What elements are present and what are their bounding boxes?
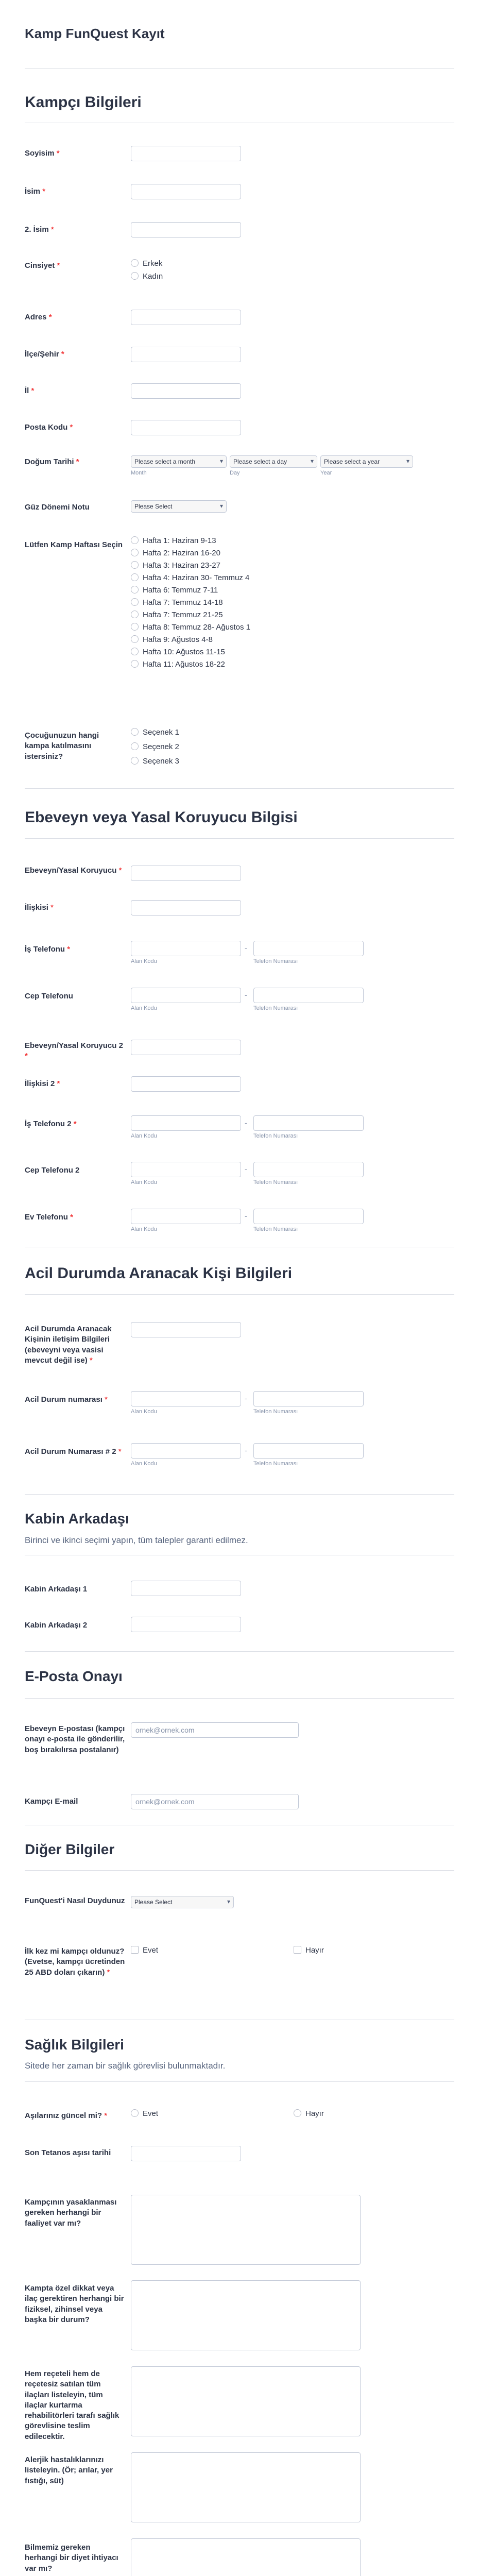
section-parent-title: Ebeveyn veya Yasal Koruyucu Bilgisi — [25, 809, 298, 826]
divider — [25, 788, 454, 789]
phone-dash: - — [245, 944, 247, 952]
cell-phone1-number-input[interactable] — [253, 988, 364, 1003]
province-input[interactable] — [131, 383, 241, 399]
emergency-phone2-area-input[interactable] — [131, 1443, 241, 1459]
divider — [25, 838, 454, 839]
name2-label: 2. İsim * — [25, 225, 54, 234]
radio-icon[interactable] — [131, 742, 139, 750]
divider — [25, 2081, 454, 2082]
buddy1-input[interactable] — [131, 1581, 241, 1596]
emergency-phone2-label: Acil Durum Numarası # 2 * — [25, 1447, 122, 1456]
surname-input[interactable] — [131, 146, 241, 161]
birth-month-select[interactable]: Please select a month ▾ — [131, 455, 227, 468]
week-option-label: Hafta 8: Temmuz 28- Ağustos 1 — [143, 623, 250, 632]
divider — [25, 68, 454, 69]
divider — [25, 1494, 454, 1495]
section-other-title: Diğer Bilgiler — [25, 1841, 115, 1857]
section-camper-title: Kampçı Bilgileri — [25, 94, 142, 111]
radio-icon[interactable] — [131, 598, 139, 606]
area-code-sublabel: Alan Kodu — [131, 1179, 157, 1185]
phone-dash: - — [245, 1446, 247, 1454]
buddy2-label: Kabin Arkadaşı 2 — [25, 1621, 88, 1630]
birth-year-select[interactable]: Please select a year ▾ — [320, 455, 413, 468]
week-option-label: Hafta 2: Haziran 16-20 — [143, 549, 220, 557]
area-code-sublabel: Alan Kodu — [131, 1409, 157, 1415]
birth-label: Doğum Tarihi * — [25, 457, 79, 466]
radio-icon[interactable] — [131, 2109, 139, 2117]
diet-textarea[interactable] — [131, 2538, 361, 2576]
emergency-phone-number-input[interactable] — [253, 1391, 364, 1406]
phone-number-sublabel: Telefon Numarası — [253, 1005, 298, 1011]
week-option[interactable] — [131, 598, 223, 608]
divider — [25, 1870, 454, 1871]
birth-month-sublabel: Month — [131, 470, 147, 476]
tetanus-input[interactable] — [131, 2146, 241, 2161]
week-option[interactable] — [131, 647, 225, 657]
gender-label: Cinsiyet * — [25, 261, 60, 270]
province-label: İl * — [25, 386, 35, 395]
radio-icon[interactable] — [131, 259, 139, 267]
name-label: İsim * — [25, 187, 46, 196]
phone-number-sublabel: Telefon Numarası — [253, 1461, 298, 1467]
work-phone2-area-input[interactable] — [131, 1115, 241, 1131]
parent1-label: Ebeveyn/Yasal Koruyucu * — [25, 866, 122, 875]
week-option[interactable] — [131, 573, 249, 583]
week-option[interactable] — [131, 536, 216, 546]
postal-input[interactable] — [131, 420, 241, 435]
medications-textarea[interactable] — [131, 2366, 361, 2436]
email-parent-input[interactable]: ornek@ornek.com — [131, 1722, 299, 1738]
gender-option-male[interactable]: Erkek — [131, 259, 162, 269]
radio-icon[interactable] — [131, 623, 139, 631]
radio-icon[interactable] — [131, 573, 139, 581]
emergency-phone-area-input[interactable] — [131, 1391, 241, 1406]
address-label: Adres * — [25, 313, 52, 321]
phone-dash: - — [245, 1118, 247, 1127]
cell-phone2-number-input[interactable] — [253, 1162, 364, 1177]
radio-icon[interactable] — [131, 611, 139, 618]
email-parent-label: Ebeveyn E-postası (kampçı onayı e-posta ile gönderilir, boş bırakılırsa postalanır) — [25, 1724, 125, 1754]
restrictions-textarea[interactable] — [131, 2195, 361, 2265]
session-note-select[interactable]: Please Select ▾ — [131, 500, 227, 513]
buddy1-label: Kabin Arkadaşı 1 — [25, 1585, 88, 1594]
relation2-input[interactable] — [131, 1076, 241, 1092]
home-phone-label: Ev Telefonu * — [25, 1213, 73, 1222]
section-buddy-subtitle: Birinci ve ikinci seçimi yapın, tüm talepler garanti edilmez. — [25, 1535, 248, 1545]
previous-camp-label: Çocuğunuzun hangi kampa katılmasını istersiniz? — [25, 731, 99, 761]
checkbox-icon[interactable] — [294, 1946, 301, 1954]
gender-option-female[interactable]: Kadın — [131, 272, 163, 282]
divider — [25, 1294, 454, 1295]
work-phone1-label: İş Telefonu * — [25, 945, 71, 954]
week-option-label: Hafta 1: Haziran 9-13 — [143, 536, 216, 545]
parent2-input[interactable] — [131, 1040, 241, 1055]
cell-phone1-label: Cep Telefonu — [25, 992, 73, 1001]
radio-icon[interactable] — [131, 635, 139, 643]
home-phone-number-input[interactable] — [253, 1209, 364, 1224]
phone-dash: - — [245, 1394, 247, 1402]
section-buddy-title: Kabin Arkadaşı — [25, 1511, 129, 1527]
radio-icon[interactable] — [131, 757, 139, 765]
week-option-label: Hafta 6: Temmuz 7-11 — [143, 586, 218, 595]
session-note-label: Güz Dönemi Notu — [25, 503, 90, 512]
work-phone2-label: İş Telefonu 2 * — [25, 1120, 77, 1128]
vaccinations-yes[interactable]: Evet — [131, 2109, 158, 2119]
area-code-sublabel: Alan Kodu — [131, 958, 157, 964]
checkbox-icon[interactable] — [131, 1946, 139, 1954]
week-option[interactable] — [131, 548, 220, 558]
form-title: Kamp FunQuest Kayıt — [25, 26, 165, 41]
work-phone2-number-input[interactable] — [253, 1115, 364, 1131]
emergency-name-input[interactable] — [131, 1322, 241, 1337]
section-emergency-title: Acil Durumda Aranacak Kişi Bilgileri — [25, 1265, 293, 1282]
phone-number-sublabel: Telefon Numarası — [253, 958, 298, 964]
phone-number-sublabel: Telefon Numarası — [253, 1179, 298, 1185]
area-code-sublabel: Alan Kodu — [131, 1461, 157, 1467]
camp-choice-1[interactable]: Seçenek 1 — [131, 727, 179, 738]
week-option[interactable] — [131, 622, 250, 633]
vaccinations-no[interactable]: Hayır — [294, 2109, 324, 2119]
divider — [25, 1698, 454, 1699]
medications-label: Hem reçeteli hem de reçetesiz satılan tüm ilaçları listeleyin, tüm ilaçlar kurtarma rehabilitörleri tarafı sağlık görevlisine teslim edilecektir. — [25, 2369, 119, 2441]
radio-icon[interactable] — [294, 2109, 301, 2117]
home-phone-area-input[interactable] — [131, 1209, 241, 1224]
relation1-label: İlişkisi * — [25, 903, 54, 912]
email-camper-input[interactable]: ornek@ornek.com — [131, 1794, 299, 1809]
phone-number-sublabel: Telefon Numarası — [253, 1226, 298, 1232]
first-time-no[interactable]: Hayır — [294, 1945, 324, 1956]
emergency-phone-label: Acil Durum numarası * — [25, 1395, 108, 1404]
section-health-subtitle: Sitede her zaman bir sağlık görevlisi bulunmaktadır. — [25, 2061, 226, 2071]
first-time-label: İlk kez mi kampçı oldunuz? (Evetse, kampçı ücretinden 25 ABD doları çıkarın) * — [25, 1947, 125, 1977]
address-input[interactable] — [131, 310, 241, 325]
phone-dash: - — [245, 1212, 247, 1220]
camp-choice-3[interactable]: Seçenek 3 — [131, 756, 179, 767]
divider — [25, 1651, 454, 1652]
week-option-label: Hafta 11: Ağustos 18-22 — [143, 660, 225, 669]
birth-day-sublabel: Day — [230, 470, 240, 476]
week-option-label: Hafta 4: Haziran 30- Temmuz 4 — [143, 573, 250, 582]
phone-number-sublabel: Telefon Numarası — [253, 1133, 298, 1139]
name-input[interactable] — [131, 184, 241, 199]
work-phone1-number-input[interactable] — [253, 941, 364, 956]
week-option[interactable] — [131, 561, 220, 571]
week-option-label: Hafta 7: Temmuz 14-18 — [143, 598, 223, 607]
section-email-title: E-Posta Onayı — [25, 1668, 123, 1684]
radio-icon[interactable] — [131, 536, 139, 544]
special-textarea[interactable] — [131, 2280, 361, 2350]
allergies-textarea[interactable] — [131, 2452, 361, 2522]
name2-input[interactable] — [131, 222, 241, 238]
buddy2-input[interactable] — [131, 1617, 241, 1632]
week-option[interactable] — [131, 610, 223, 620]
allergies-label: Alerjik hastalıklarınızı listeleyin. (Ör; arılar, yer fıstığı, süt) — [25, 2455, 113, 2485]
restrictions-label: Kampçının yasaklanması gereken herhangi bir faaliyet var mı? — [25, 2198, 117, 2228]
session-weeks-label: Lütfen Kamp Haftası Seçin — [25, 540, 123, 549]
birth-year-sublabel: Year — [320, 470, 332, 476]
birth-day-select[interactable]: Please select a day ▾ — [230, 455, 317, 468]
emergency-phone2-number-input[interactable] — [253, 1443, 364, 1459]
week-option[interactable] — [131, 659, 225, 670]
first-time-yes[interactable]: Evet — [131, 1945, 158, 1956]
radio-icon[interactable] — [131, 586, 139, 594]
camp-choice-2[interactable]: Seçenek 2 — [131, 742, 179, 752]
heard-label: FunQuest'i Nasıl Duydunuz — [25, 1896, 125, 1905]
section-health-title: Sağlık Bilgileri — [25, 2037, 124, 2053]
week-option-label: Hafta 3: Haziran 23-27 — [143, 561, 220, 570]
cell-phone1-area-input[interactable] — [131, 988, 241, 1003]
work-phone1-area-input[interactable] — [131, 941, 241, 956]
special-label: Kampta özel dikkat veya ilaç gerektiren herhangi bir fiziksel, zihinsel veya başka bir durum? — [25, 2284, 124, 2324]
district-city-input[interactable] — [131, 347, 241, 362]
week-option-label: Hafta 10: Ağustos 11-15 — [143, 648, 225, 656]
area-code-sublabel: Alan Kodu — [131, 1133, 157, 1139]
phone-dash: - — [245, 1165, 247, 1173]
radio-icon[interactable] — [131, 648, 139, 655]
diet-label: Bilmemiz gereken herhangi bir diyet ihtiyacı var mı? — [25, 2543, 118, 2573]
relation1-input[interactable] — [131, 900, 241, 916]
cell-phone2-label: Cep Telefonu 2 — [25, 1166, 80, 1175]
district-city-label: İlçe/Şehir * — [25, 350, 64, 359]
area-code-sublabel: Alan Kodu — [131, 1226, 157, 1232]
radio-icon[interactable] — [131, 660, 139, 668]
week-option[interactable] — [131, 585, 218, 596]
surname-label: Soyisim * — [25, 149, 60, 158]
area-code-sublabel: Alan Kodu — [131, 1005, 157, 1011]
week-option-label: Hafta 7: Temmuz 21-25 — [143, 611, 223, 619]
cell-phone2-area-input[interactable] — [131, 1162, 241, 1177]
phone-number-sublabel: Telefon Numarası — [253, 1409, 298, 1415]
phone-dash: - — [245, 991, 247, 999]
email-camper-label: Kampçı E-mail — [25, 1797, 78, 1806]
tetanus-label: Son Tetanos aşısı tarihi — [25, 2148, 111, 2157]
week-option-label: Hafta 9: Ağustos 4-8 — [143, 635, 213, 644]
radio-icon[interactable] — [131, 549, 139, 556]
relation2-label: İlişkisi 2 * — [25, 1079, 60, 1088]
emergency-name-label: Acil Durumda Aranacak Kişinin iletişim Bilgileri (ebeveyni veya vasisi mevcut değil ise) * — [25, 1325, 112, 1365]
postal-label: Posta Kodu * — [25, 423, 73, 432]
radio-icon[interactable] — [131, 728, 139, 736]
radio-icon[interactable] — [131, 272, 139, 280]
parent2-label: Ebeveyn/Yasal Koruyucu 2 * — [25, 1041, 123, 1061]
week-option[interactable] — [131, 635, 213, 645]
vaccinations-label: Aşılarınız güncel mi? * — [25, 2111, 108, 2120]
heard-select[interactable]: Please Select ▾ — [131, 1896, 234, 1908]
radio-icon[interactable] — [131, 561, 139, 569]
parent1-input[interactable] — [131, 866, 241, 881]
